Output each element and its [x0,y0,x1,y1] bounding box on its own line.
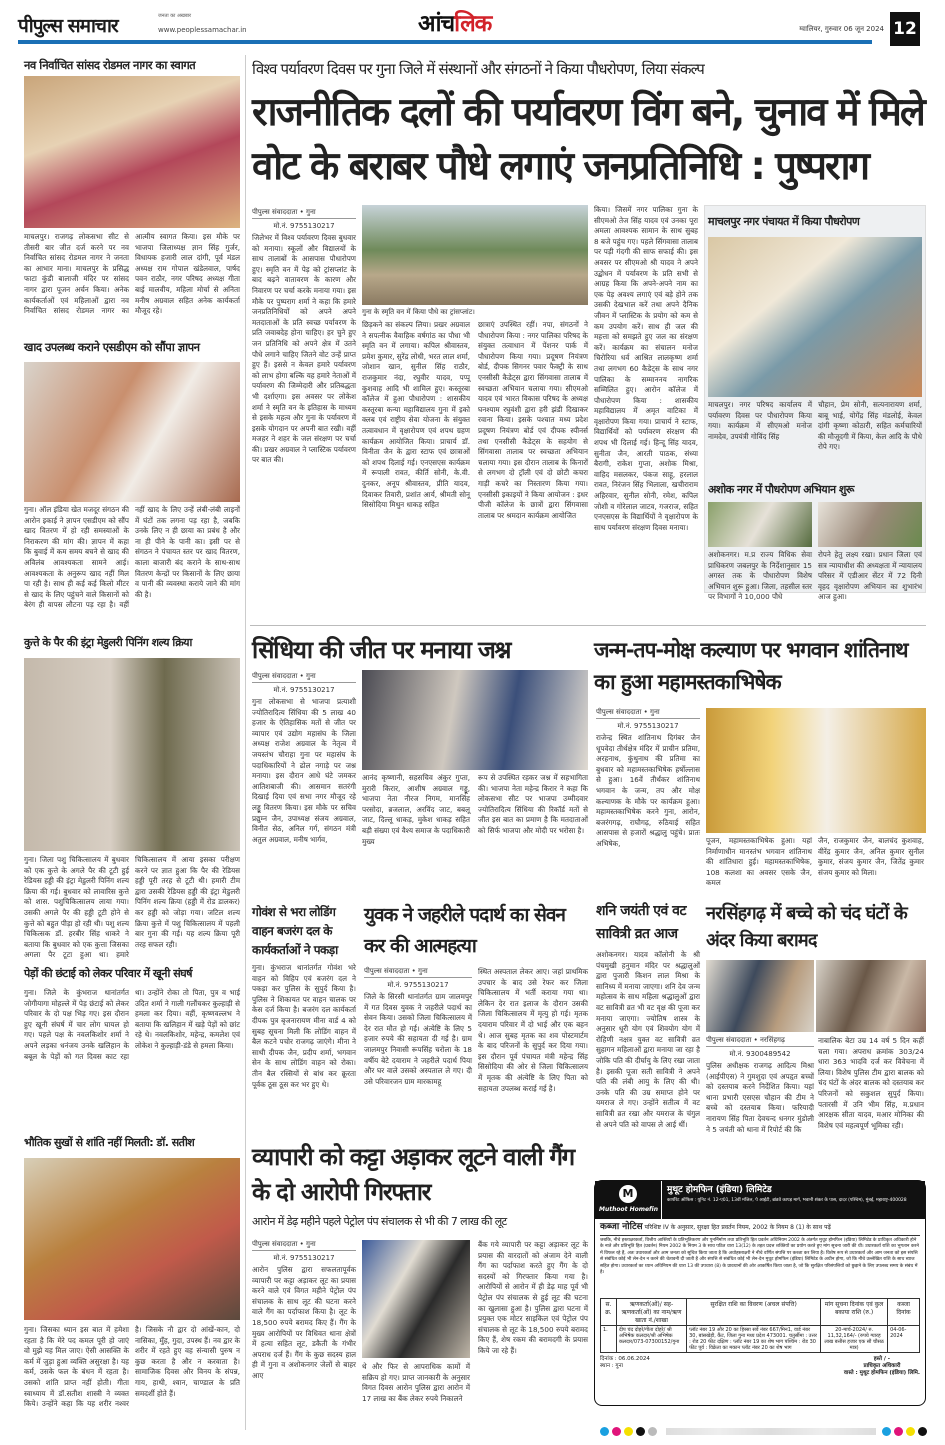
reporter-mobile: मो.नं. 9300489542 [729,1050,791,1058]
photo-caption: रोपने हेतु लक्ष्य रखा। प्रधान जिला एवं सत्र न्यायाधीश की अध्यक्षता में न्यायालय परिसर में एडीआर सेंटर में 72 दिनी वृहद वृक्षारोपण अभियान का शुभारंभ आज हुआ। [818,550,922,602]
lead-kicker: विश्व पर्यावरण दिवस पर गुना जिले में संस्थानों और संगठनों ने किया पौधरोपण, लिया संकल्प [252,60,705,78]
table-header: स. क्र. [601,1299,617,1326]
headline-ashoknagar: अशोक नगर में पौधरोपण अभियान शुरू [708,483,854,496]
headline-tree-clash: पेड़ों की छंटाई को लेकर परिवार में खूनी संघर्ष [24,967,193,980]
table-header: सुरक्षित राशि का विवरण (अचल संपत्ति) [687,1299,821,1326]
muthoot-logo-icon: M [619,1185,637,1203]
article-body: थे और फिर से आपराधिक कामों में सक्रिय हो गए। प्राप्त जानकारी के अनुसार विगत दिवस आरोन पुलिस द्वारा आरोन में 17 लाख का बैंक लेकर रुपये निकालने [362,1362,470,1403]
ad-brand: Muthoot Homefin [599,1206,659,1213]
lead-headline: राजनीतिक दलों की पर्यावरण विंग बने, चुनाव में मिले वोट के बराबर पौधे लगाएं जनप्रतिनिधि : पुष्पराग [252,90,924,189]
article-body: रूप से उपस्थित रहकर जश्न में सहभागिता की। भाजपा नेता महेन्द्र किरार ने कहा कि लोकसभा सीट पर भाजपा उम्मीदवार ज्योतिरादित्य सिंधिया की रिकॉर्ड मतों से जीत इस बात का प्रमाण है कि मतदाताओं को सिर्फ भाजपा और मोदी पर भरोसा है। [478,773,588,835]
article-body: गुना। जिसका ध्यान इस बात में हमेशा रहता है कि मेरे पद कमल पूरी हो जाएं वो मुझे यह मिल जाए। ऐसी आसक्ति के कर्म में जुड़ा हुआ व्यक्ति असुरक्षा है। यह कर्म, उसके फल के बंधन में रहता है। उसको शांति प्राप्त नहीं होती। गीता स्वाध्याय में डॉ.सतीश शास्त्री ने व्यक्त किये। उन्होंने कहा कि यह शरीर नश्वर है। जिसके नौ द्वार दो आंखें-कान, दो नासिका, मुँह, गुदा, उपस्थ हैं। नव द्वार के शरीर में रहते हुए वह संन्यासी पुरुष न कुछ करता है और न करवाता है। सामाजिक दिवस और विनय के संपन्न, गाय, हाथी, श्वान, चाण्डाल के प्रति समदर्शी होते हैं। [24,1325,240,1409]
table-header: कब्जा दिनांक [888,1299,920,1326]
article-body: गुना लोकसभा से भाजपा प्रत्याशी ज्योतिरादित्य सिंधिया की 5 लाख 40 हजार के ऐतिहासिक मतों से जीत पर व्यापार एवं उद्योग महासंघ के जिला अध्यक्ष राजेश अग्रवाल के नेतृत्व में जयस्तंभ चौराहा गुना पर महासंघ के पदाधिकारियों ने ढोल नगाड़े पर जश्न मनाया। इस दौरान आधे घंटे जमकर आतिशबाजी की। आसमान सतरंगी दिखाई दिया एवं सभा नगर मौजूद रहे लड्डू वितरण किया। इस मौके पर सचिव प्रद्युम्न जैन, उपाध्यक्ष संजय अग्रवाल, विनीत सेठ, अनिल गर्ग, संगठन मंत्री अतुल अग्रवाल, मनीष भार्गव, [252,697,356,844]
sign-line: हस्ते / - [873,1356,891,1362]
headline-shani-jayanti: शनि जयंती एवं वट सावित्री व्रत आज [596,903,687,942]
table-row [601,1326,920,1353]
headline-machalpur: माचलपुर नगर पंचायत में किया पौधरोपण [708,215,860,228]
photo-caption: अशोकनगर। म.प्र राज्य विधिक सेवा प्राधिकरण जबलपुर के निर्देशानुसार 15 अगस्त तक के पौधारोपण विशेष अभियान शुरू हुआ। जिला, तहसील स्तर पर विभागों ने 10,000 पौधे [708,550,812,602]
article-body: किया। जिसमें नगर पालिका गुना के सीएमओ तेज सिंह यादव एवं उनका पूरा अमला आवश्यक सामान के साथ सुबह 8 बजे पहुंच गए। पहले सिंगवासा तालाब पर पड़ी गंदगी की साफ सफाई की। इस अवसर पर सीएमओ श्री यादव ने अपने उद्बोधन में पर्यावरण के प्रति सभी से आग्रह किया कि अपने-अपने नाम का एक पेड़ अवश्य लगाएं एवं बड़े होने तक उसकी देखभाल करें तथा अपने दैनिक जीवन में प्लास्टिक के प्रयोग को कम से कम उपयोग करें। साथ ही जल की महत्ता को समझते हुए जल का संरक्षण करें। कार्यक्रम का संचालन मनोज चिरोरिया धर्व आश्रित लालकृष्ण शर्मा तथा लगभग 60 कैडेट्स के साथ नगर पालिका के सम्माननय नागरिक सम्मिलित हुए। आरोन कॉलेज में पौधारोपण किया : शासकीय महाविद्यालय में अमृत वाटिका में वृक्षारोपण किया गया। प्राचार्य ने स्टाफ, विद्यार्थियों को पर्यावरण संरक्षण की शपथ भी दिलाई गई। हिन्दू सिंह यादव, सुनीता जैन, आरती पाठक, संध्या बैरागी, राकेश गुप्ता, अशोक मिश्रा, वाहिद मसलकर, पंकज साहू, हरलाल रावत, निरंजन सिंह भिलाला, खचीराराम अहिरवार, सुनील सोनी, रमेश, कपिल जोशी व गोरेलाल जाटव, गजराज, सहित एनएसएस के विद्यार्थियों ने वृक्षारोपण के साथ पर्यावरण संरक्षण दिवस मनाया। [594,205,698,532]
article-body: अशोकनगर। यादव कॉलोनी के श्री पंचमुखी हनुमान मंदिर पर श्रद्धालुओं द्वारा पुजारी किशन लाल मिश्रा के सानिध्य में मनाया जाएगा। शनि देव जन्म महोत्सव के साथ महिला श्रद्धालुओं द्वारा वट सावित्री व्रत भी वट वृक्ष की पूजा कर मनाया जाएगा। ज्योतिष शास्त्र के अनुसार धूरी योग एवं शिवयोग योग में रोहिणी नक्षत्र युक्त वट सावित्री व्रत सुहागन महिलाओं द्वारा मनाया जा रहा है जोकि पति की दीर्घायु के लिए रखा जाता है। इसकी पूजा सती सावित्री ने अपने पति की लंबी आयु के लिए की थी। उनके पति की उम्र समाप्त होने पर यमराज ले गए। उन्होंने सतीत्व में वट सावित्री व्रत रखा और यमराज के चंगुल से अपने पति को वापस ले आई थीं। [596,950,701,1129]
print-registration-marks [600,1425,930,1437]
section-divider [250,625,926,626]
byline: पीपुल्स संवाददाता • गुना [252,207,356,219]
signature-block [844,1356,920,1377]
photo-caption: गुना के स्मृति वन में किया पौधे का ट्रांसप्लांट। [362,308,475,316]
photo-mp-welcome [24,76,240,228]
robbery-subhead: आरोन में डेढ़ महीने पहले पेट्रोल पंप संचालक से भी की 7 लाख की लूट [252,1215,507,1228]
muthoot-notice-ad [594,1180,926,1406]
article-body: नाबालिक बेटा उम्र 14 वर्ष 5 दिन कहीं चला गया। अपराध क्रमांक 303/24 धारा 363 भादवि दर्ज कर विवेचना में लिया। विशेष पुलिस टीम द्वारा बालक को चंद घंटों के अंदर बालक को दस्तयाब कर परिजनों को सकुशल सुपुर्द किया। पतारसी में उनि भीम सिंह, म.प्रधान आरक्षक सीता यादव, मआर मोनिका की विशेष एवं महत्वपूर्ण भूमिका रही। [818,1036,924,1130]
notice-heading [600,1222,920,1236]
article-body: आरोन पुलिस द्वारा सफलतापूर्वक व्यापारी पर कट्टा अड़ाकर लूट का प्रयास करने वाले एवं विगत महीने पेट्रोल पंप संचालक के साथ लूट की घटना करने वाले गैंग का पर्दाफाश किया है। लूट के 18,500 रुपये बरामद किए हैं। गैंग के मुख्य आरोपियों पर विधिवत थाना क्षेत्रों में हत्या सहित लूट, डकैती के गंभीर अपराध दर्ज हैं। गैंग के कुछ सदस्य हाल ही में गुना व अशोकनगर जेलों से बाहर आए [252,1265,356,1380]
photo-memo [24,362,240,502]
article-body: गुना। कुंभराज थानांतर्गत गोवंश भरे वाहन को विहिप एवं बजरंग दल ने पकड़ा कर पुलिस के सुपुर्द किया है। पुलिस ने शिकायत पर वाहन चालक पर केस दर्ज किया है। बजरंग दल कार्यकर्ता दीपक पुत्र बृजनारायण मीना वार्ड 4 को सुबह सूचना मिली कि लोडिंग वाहन में बैल कटने पचोर राजगढ़ जाएंगे। मीना ने साथी दीपक जैन, प्रदीप शर्मा, भगवान सेन के साथ लोडिंग वाहन को रोका। तीन बैल रस्सियों से बांध कर क्रूरता पूर्वक ठूस ठूस कर भर हुए थे। [252,963,356,1089]
article-body: माचलपुर। राजगढ़ लोकसभा सीट से तीसरी बार जीत दर्ज करने पर नव निर्वाचित सांसद रोडमल नागर ने जनता का आभार माना। माचलपुर के प्रसिद्ध फाटा कुंडी बालाजी मंदिर पर सांसद नागर द्वारा पूजन अर्चन किया। अनेक कार्यकर्ताओं एवं महिलाओं द्वारा नव निर्वाचित सांसद रोडमल नागर का आत्मीय स्वागत किया। इस मौके पर भाजपा जिलाध्यक्ष ज्ञान सिंह गुर्जर, विधायक हजारी लाल दांगी, पूर्व मंडल अध्यक्ष राम गोपाल खंडेलवाल, पार्षद पवन राठौर, नगर परिषद अध्यक्ष गीता बाई मालवीय, महिला मोर्चा से अनिता मनीष अग्रवाल सहित अनेक कार्यकर्ता मौजूद रहे। [24,232,240,316]
article-body: राजेन्द्र स्थित शांतिनाथ दिगंबर जैन धूपवेदा तीर्थक्षेत्र मंदिर में प्राचीन प्रतिमा, अरहनाथ, कुंथुनाथ की प्रतिमा का बुधवार को महामस्तकाभिषेक हर्षोल्लास से हुआ। 16वें तीर्थंकर शांतिनाथ भगवान के जन्म, तप और मोक्ष कल्याणक के मौके पर कार्यक्रम हुआ। महामस्तकाभिषेक करने गुना, आरोन, बजरंगगढ़, राघौगढ़, रुठियाई सहित आसपास से हजारों श्रद्धालु पहुंचे। प्रातः अभिषेक, [596,733,700,848]
headline-fertilizer-memo: खाद उपलब्ध कराने एसडीएम को सौंपा ज्ञापन [24,340,200,354]
article-body: जिले के सिरसी थानांतर्गत ग्राम जालमपुर में गत दिवस युवक ने जहरीले पदार्थ का सेवन किया। उसको जिला चिकित्सालय में देर रात मौत हो गई। अंत्येष्टि के लिए 5 हजार रुपये की सहायता दी गई है। ग्राम जालमपुर निवासी रूपसिंह चरोला के 18 वर्षीय बेटे दयाराम ने जहरीले पदार्थ पिया और घर वाले उसको अस्पताल ले गए। दी उसे परिवारजन ग्राम मारकामहू [364,992,472,1086]
photo-caption: चौहान, प्रेम सोनी, सत्यनारायण शर्मा, बाबू भाई, योगेंद्र सिंह मंडलोई, केवल दांगी कृष्णा कोठारी, सहित कर्मचारियों की मौजूदगी में किया, केल आदि के पौधे रोपे गए। [818,400,922,452]
photo-machalpur-plantation [708,237,922,397]
newspaper-logo: पीपुल्स समाचार [18,15,118,37]
headline-dog-surgery: कुत्ते के पैर की इंट्रा मेडुलरी पिनिंग शल्य क्रिया [24,636,192,649]
reporter-mobile: मो.नं. 9755130217 [273,222,335,230]
reporter-mobile: मो.नं. 9755130217 [617,722,679,730]
photo-ashoknagar-a [708,502,812,547]
column-divider [245,55,246,1430]
section-title [418,8,491,40]
table-header: मांग सूचना दिनांक एवं कुल बकाया राशि (रु.) [821,1299,888,1326]
byline: पीपुल्स संवाददाता • गुना [252,671,356,683]
ad-address: कार्पोरेट ऑफिस : यूनिट नं. 12-ए01, 13वीं मंजिल, पे आईटी, ब्रांडवे कापड़ मार्ग, भवानी शंकर के पास, दादर (पश्चिम), मुंबई, महाराष्ट्र-400028 [667,1198,907,1203]
photo-vets [24,658,240,851]
masthead [18,8,928,44]
table-header: ऋणकर्ता(ओं)/ सह-ऋणकर्ता(ओं) का नाम/ऋण खाता नं./शाखा [616,1299,686,1326]
headline-cattle-vehicle: गोवंश से भरा लोडिंग वाहन बजरंग दल के कार्यकर्ताओं ने पकड़ा [252,905,338,957]
article-body: जैन, राजकुमार जैन, बालचंद कुशवाह, वीरेंद्र कुमार जैन, अनिल कुमार सुनील कुमार, संजय कुमार जैन, जितेंद्र कुमार संजय कुमार को मिला। [818,836,924,877]
photo-abhishek [706,708,926,833]
photo-gita-session [24,1158,240,1320]
article-body: गुना। जिला पशु चिकित्सालय में बुधवार को एक कुत्ते के अगले पैर की टूटी हुई रेडियस हड्डी की इंट्रा मेडुलरी पिनिंग शल्य क्रिया की गई। बुधवार को लावारिस कुत्ते को शास. पशुचिकित्सालय लाया गया। उसकी अगले पैर की हड्डी टूटी होने से कुत्ते को बहुत पीड़ा हो रही थी। पशु शल्य चिकित्सक डॉ. हरबीर सिंह धाकरे ने बताया कि बुधवार को एक कुत्ता जिसका अगला पैर टूटा हुआ था। हमारे चिकित्सालय में आया इसका परीक्षण करने पर ज्ञात हुआ कि पैर की रेडियस हड्डी पूरी तरह से टूटी थी। हमारी टीम द्वारा उसकी रेडियस हड्डी की इंट्रा मेडुलरी पिनिंग शल्य क्रिया (हड्डी में रोड डालकर) कर हड्डी को जोड़ा गया। जटिल शल्य क्रिया कुत्ते में पशु चिकित्सालय में पहली बार गुना की गई। यह शल्य क्रिया पूरी तरह सफल रही। [24,855,240,960]
headline-shantinath: जन्म-तप-मोक्ष कल्याण पर भगवान शांतिनाथ का हुआ महामस्तकाभिषेक [594,638,908,694]
reporter-mobile: मो.नं. 9755130217 [387,981,449,989]
headline-narsinghgarh: नरसिंहगढ़ में बच्चे को चंद घंटों के अंदर किया बरामद [706,903,907,951]
article-body: गुना। ऑल इंडिया खेत मजदूर संगठन की आरोन इकाई ने ज्ञापन एसडीएम को सौंप खाद वितरण में हो रही समस्याओं के निराकरण की मांग की। ज्ञापन में कहा कि बुवाई में कम समय बचने से खाद की अविलंब आवश्यकता सामने आई। आवश्यकता के अनुरूप खाद नहीं मिल पा रही है। साथ ही कई कई किलो मीटर से खाद के लिए पहुंचने वाले किसानों को बेरंग ही वापस लौटना पड़ रहा है। वहीं नहीं खाद के लिए उन्हें लंबी-लंबी लाइनों में घंटों तक लगना पड़ रहा है, जबकि उनके लिए न ही छाया का प्रबंध है और ना ही पीने के पानी का। इसी पर से संगठन ने पंचायत स्तर पर खाद वितरण, काला बाजारी बंद कराने के साथ-साथ वितरण केन्द्रों पर किसानों के लिए छाया व पानी की व्यवस्था कराये जाने की मांग की है। [24,505,240,610]
header-rule [18,40,872,44]
page-number: 12 [890,12,920,46]
sign-line: प्राधिकृत अधिकारी [863,1363,901,1369]
photo-caption: माचलपुर। नगर परिषद कार्यालय में पर्यावरण दिवस पर पौधारोपण किया गया। कार्यक्रम में सीएमओ मनोज नामदेव, उपयंत्री गोविंद सिंह [708,400,812,441]
table-cell: 1. [601,1326,617,1353]
notice-title: कब्जा नोटिस [600,1222,643,1232]
notice-date: दिनांक : 06.06.2024 [600,1356,650,1362]
article-body: आनंद कृष्णानी, सहसचिव अंकुर गुप्ता, मुरारी किरार, आशीष अग्रवाल गड्डू, भाजपा नेता नीरज निगम, मानसिंह परसोदा, ब्रजलाल, अरविंद जाट, बबलू जाट, दिल्लू धाकड़, मुकेश धाकड़ सहित बड़ी संख्या एवं वैश्य समाज के पदाधिकारी मुख्य [362,773,470,846]
byline: पीपुल्स संवाददाता • गुना [596,707,700,719]
reporter-mobile: मो.नं. 9755130217 [273,686,335,694]
article-body: बैंक गये व्यापारी पर कट्टा अड़ाकर लूट के प्रयास की वारदातों को अंजाम देने वाली गैंग का पर्दाफाश करते हुए गैंग के दो सदस्यों को गिरफ्तार किया गया है। आरोपियों से आरोन में ही डेढ़ माह पूर्व भी पेट्रोल पंप संचालक से हुई लूट की घटना का खुलासा हुआ है। पुलिस द्वारा घटना में प्रयुक्त एक मोटर साइकिल एवं पेट्रोल पंप संचालक से लूट के 18,500 रुपये बरामद किए हैं, शेष रकम की बरामदगी के प्रयास किये जा रहे हैं। [478,1240,588,1355]
dateline: ग्वालियर, गुरुवार 06 जून 2024 [799,25,884,33]
website-link[interactable]: www.peoplessamachar.in [158,26,247,34]
article-body: जिलेभर में विश्व पर्यावरण दिवस बुधवार को मनाया। स्कूलों और विद्यालयों के साथ तालाबों के आसपास पौधारोपण हुए। स्मृति वन में पेड़ को ट्रांसप्लांट के बाद बढ़ने वातावरण के कारण और निवारण पर चर्चा करके मनाया गया। इस मौके पर पुष्पराग शर्मा ने कहा कि हमारे जनप्रतिनिधियों को अपने अपने मतदाताओं के प्रति स्वच्छ पर्यावरण के प्रति जवाबदेह होना चाहिए। हर चुने हुए जन प्रतिनिधि को अपने क्षेत्र में उतने पौधे लगाने चाहिए जितने वोट उन्हें प्राप्त हुए हैं। इससे न केवल हमारे पर्यावरण को लाभ होगा बल्कि यह हमारे नेताओं में पर्यावरण की जिम्मेदारी और प्रतिबद्धता भी दर्शाएगा। इस अवसर पर लोकेश शर्मा ने स्मृति वन के इतिहास के माध्यम से इसके महत्व और गुना के पर्यावरण में इसके योगदान पर अपनी बात रखी। वहीं मजहर ने शहर के जल संरक्षण पर चर्चा की। प्रखर अग्रवाल ने प्लास्टिक पर्यावरण पर बात की। [252,233,356,465]
byline: पीपुल्स संवाददाता • गुना [364,966,472,978]
article-body: छात्राएं उपस्थित रहीं। नपा, संगठनों ने पौधारोपण किया : नगर पालिका परिषद के संयुक्त तत्वाधान में पेंशनर पार्क में पौधारोपण किया गया। प्रदूषण नियंत्रण बोर्ड, दीपक सिगनर पवार फैक्ट्री के साथ एनसीसी कैडेट्स द्वारा सिंगवासा तालाब में स्वच्छता अभियान चलाया गया। सीएमओ यादव एवं भारत विकास परिषद के अध्यक्ष घनश्याम रघुवंशी द्वारा हरी झंडी दिखाकर रवाना किया। इसके पश्चात मध्य प्रदेश प्रदूषण नियंत्रण बोर्ड एवं दीपक स्पीनर्स तथा एनसीसी कैडेट्स के सहयोग से सिंगवासा तालाब पर स्वच्छता अभियान चलाया गया। इस दौरान तालाब के किनारों से लगभग दो ट्रॉली एवं दो छोटी कचरा गाड़ी कचरे का निस्तारण किया गया। एनसीसी इकाइयों ने किया आयोजन : इधर पीजी कॉलेज के छात्रों द्वारा सिंगवासा तालाब पर श्रमदान कार्यक्रम आयोजित [478,320,588,520]
section-title-a: आंच [418,11,455,37]
photo-accused [362,1240,470,1358]
headline-scindia-win: सिंधिया की जीत पर मनाया जश्न [252,636,511,664]
table-cell: 04-06-2024 [888,1326,920,1353]
table-cell: प्लॉट नंबर 19 और 20 का हिस्सा सर्वे नंबर 667/मिन1, वार्ड नंबर 30, बांसखेड़ी, कैंट, जिला गुना मध्य प्रदेश 473001. चतुर्सीमा : उत्तर : रोड 20 फीट दक्षिण : प्लॉट नंबर 19 का शेष भाग पश्चिम : रोड 30 फीट पूर्व : विक्रेता का मकान प्लॉट नंबर 20 का शेष भाग [687,1326,821,1353]
table-cell: दीप चंद दोहरे/गीता दोहरे/ श्री अभिषेक कलदार/श्री अभिषेक कलदार/073-07300152/गुना [616,1326,686,1353]
photo-recovered-child [816,960,926,1032]
ad-company: मुथूट होमफिन (इंडिया) लिमिटेड [667,1185,772,1195]
byline: पीपुल्स संवाददाता • गुना [252,1239,356,1251]
article-body: गुना। जिले के कुंभराज थानांतर्गत जोगीयागा मोहल्ले में पेड़ छंटाई को लेकर परिवार के दो पक्ष भिड़ गए। इस दौरान हुए खूनी संघर्ष में चार लोग घायल हो गए। पहले पक्ष के नवलकिशोर शर्मा ने अपने लड़का धनंजय उनके खलिहान के बबूल के पेड़ों को गत दिवस काट रहा था। उन्होंने रोका तो पिता, पुत्र व भाई उदित शर्मा ने गाली गलौंचकर कुल्हाड़ी से हमला कर दिया। वहीं, कृष्णवल्लभ ने बताया कि खलिहान में खड़े पेड़ों को छांट रहे थे। नवलकिशोर, महेन्द्र, कमलेश एवं लोकेश ने कुल्हाड़ी-डंडे से हमला किया। [24,988,240,1061]
notice-place: स्थान : गुना [600,1363,623,1369]
article-body: पुलिस अधीक्षक राजगढ़ आदित्य मिश्रा (आईपीएस) ने गुमशुदा एवं अपहृत बच्चों को दस्तयाब करने निर्देशित किया। यहां थाना प्रभारी एसएस चौहान की टीम ने बच्चे को दस्तयाब किया। फरियादी नारायण सिंह पिता देवचन्द धनगर मुंडोली ने 5 जयंती को थाना में रिपोर्ट की कि [706,1061,814,1134]
table-cell: 20-मार्च-2024/ रु. 11,32,164/- (रुपये ग्यारह लाख बत्तीस हजार एक सौ चौसठ मात्र) [821,1326,888,1353]
article-body: पूजन, महामस्तकाभिषेक हुआ। यहां निर्माणाधीन मानस्तंभ भगवान शांतिनाथ की शांतिधारा हुई। महामस्तकाभिषेक, 108 कलशा का अवसर एसके जैन, कमल [706,836,812,888]
headline-dr-satish: भौतिक सुखों से शांति नहीं मिलती: डॉ. सतीश [24,1136,195,1149]
ad-header [595,1181,925,1219]
reporter-mobile: मो.नं. 9755130217 [273,1254,335,1262]
headline-robbery-gang: व्यापारी को कट्टा अड़ाकर लूटने वाली गैंग के दो आरोपी गिरफ्तार [252,1143,574,1206]
notice-table [600,1298,920,1353]
headline-youth-suicide: युवक ने जहरीले पदार्थ का सेवन कर की आत्महत्या [364,904,565,957]
section-title-b: लिक [454,11,492,37]
photo-police-child [706,960,814,1032]
headline-nagar-welcome: नव निर्वाचित सांसद रोडमल नागर का स्वागत [24,58,196,72]
photo-celebration [362,670,588,770]
photo-ashoknagar-b [818,502,922,547]
byline: पीपुल्स संवाददाता • नरसिंहगढ़ [706,1035,814,1047]
article-body: स्थित अस्पताल लेकर आए। जहां प्राथमिक उपचार के बाद उसे रेफर कर जिला चिकित्सालय में भर्ती कराया गया था। लेकिन देर रात इलाज के दौरान उसकी जिला चिकित्सालय में मृत्यु हो गई। मृतक दयाराम परिवार में दो भाई और एक बहन थे। आज सुबह मृतक का शव पोस्टमार्टम के बाद परिजनों के सुपुर्द कर दिया गया। इस दौरान पूर्व पंचायत मंत्री महेन्द्र सिंह सिसोदिया की ओर से जिला चिकित्सालय में मृतक की अंत्येष्टि के लिए पिता को सहायता उपलब्ध कराई गई है। [478,967,588,1093]
article-body: छिड़कने का संकल्प लिया। प्रखर अग्रवाल ने सपत्नीक वैवाहिक वर्षगांठ का पौधा भी स्मृति वन में लगाया। कपिल श्रीवास्तव, प्रमेश कुमार, सुरेंद्र लोधी, भरत लाल शर्मा, जोशान खान, सुनील सिंह राठौर, राजकुमार नंदा, रघुवीर यादव, पप्पू कुशवाह आदि भी शामिल हुए। कस्तूरबा कॉलेज में हुआ पौधारोपण : शासकीय कस्तूरबा कन्या महाविद्यालय गुना में इको क्लब एवं राष्ट्रीय सेवा योजना के संयुक्त तत्वावधान में वृक्षारोपण एवं शपथ ग्रहण कार्यक्रम आयोजित किया। प्राचार्य डॉ. विनीता जैन के द्वारा स्टाफ एवं छात्राओं को शपथ दिलाई गई। एनएसएस कार्यक्रम में रूपाली रावत, कीर्ति सोनी, के.वी. दुनकर, अनूप श्रीवास्तव, प्रीति यादव, दिवाकर तिवारी, प्रशांत आर्य, श्रीमती सोनू सिसोदिया मिथुन धाकड़ सहित [362,320,470,510]
logo-tagline: जनता का अखबार [158,13,192,19]
notice-intro: परिशिष्ट IV के अनुसार, सुरक्षा हित प्रवर्तन नियम, 2002 के नियम 8 (1) के साथ पढ़ें [644,1224,831,1231]
notice-body: जबकि, नीचे हस्ताक्षरकर्ता, वित्तीय आस्तियों के प्रतिभूतिकरण और पुनर्निर्माण तथा प्रतिभूति हित प्रवर्तन अधिनियम 2002 के अंतर्गत मुथूट होमफिन (इंडिया) लिमिटेड के प्राधिकृत अधिकारी होने के नाते और प्रतिभूति हित (प्रवर्तन) नियम 2002 के नियम 3 के साथ पठित धारा 13(12) के तहत प्रदत्त शक्तियों का प्रयोग करते हुए मांग सूचना जारी की थी। उधारकर्ता राशि का भुगतान करने में विफल रहे हैं, अतः उधारकर्ता और आम जनता को सूचित किया जाता है कि अधोहस्ताक्षरी ने नीचे वर्णित संपत्ति पर कब्जा कर लिया है। विशेष रूप से उधारकर्ता और आम जनता को इस संपत्ति से संबंधित कोई भी लेन-देन न करने की चेतावनी दी जाती है और संपत्ति से संबंधित कोई भी लेन-देन मुथूट होमफिन (इंडिया) लिमिटेड के अधीन होगा, जो कि नीचे उल्लेखित राशि के साथ ब्याज सहित होगा। उधारकर्ता का ध्यान अधिनियम की धारा 13 की उपधारा (8) के प्रावधानों की ओर आकर्षित किया जाता है, जो कि सुरक्षित परिसंपत्तियों को छुड़ाने के लिए उपलब्ध समय के संबंध में है। [600,1238,919,1276]
photo-tree-transplant [362,205,588,305]
sign-line: वास्ते : मुथूट होमफिन (इंडिया) लिमि. [843,1370,920,1376]
